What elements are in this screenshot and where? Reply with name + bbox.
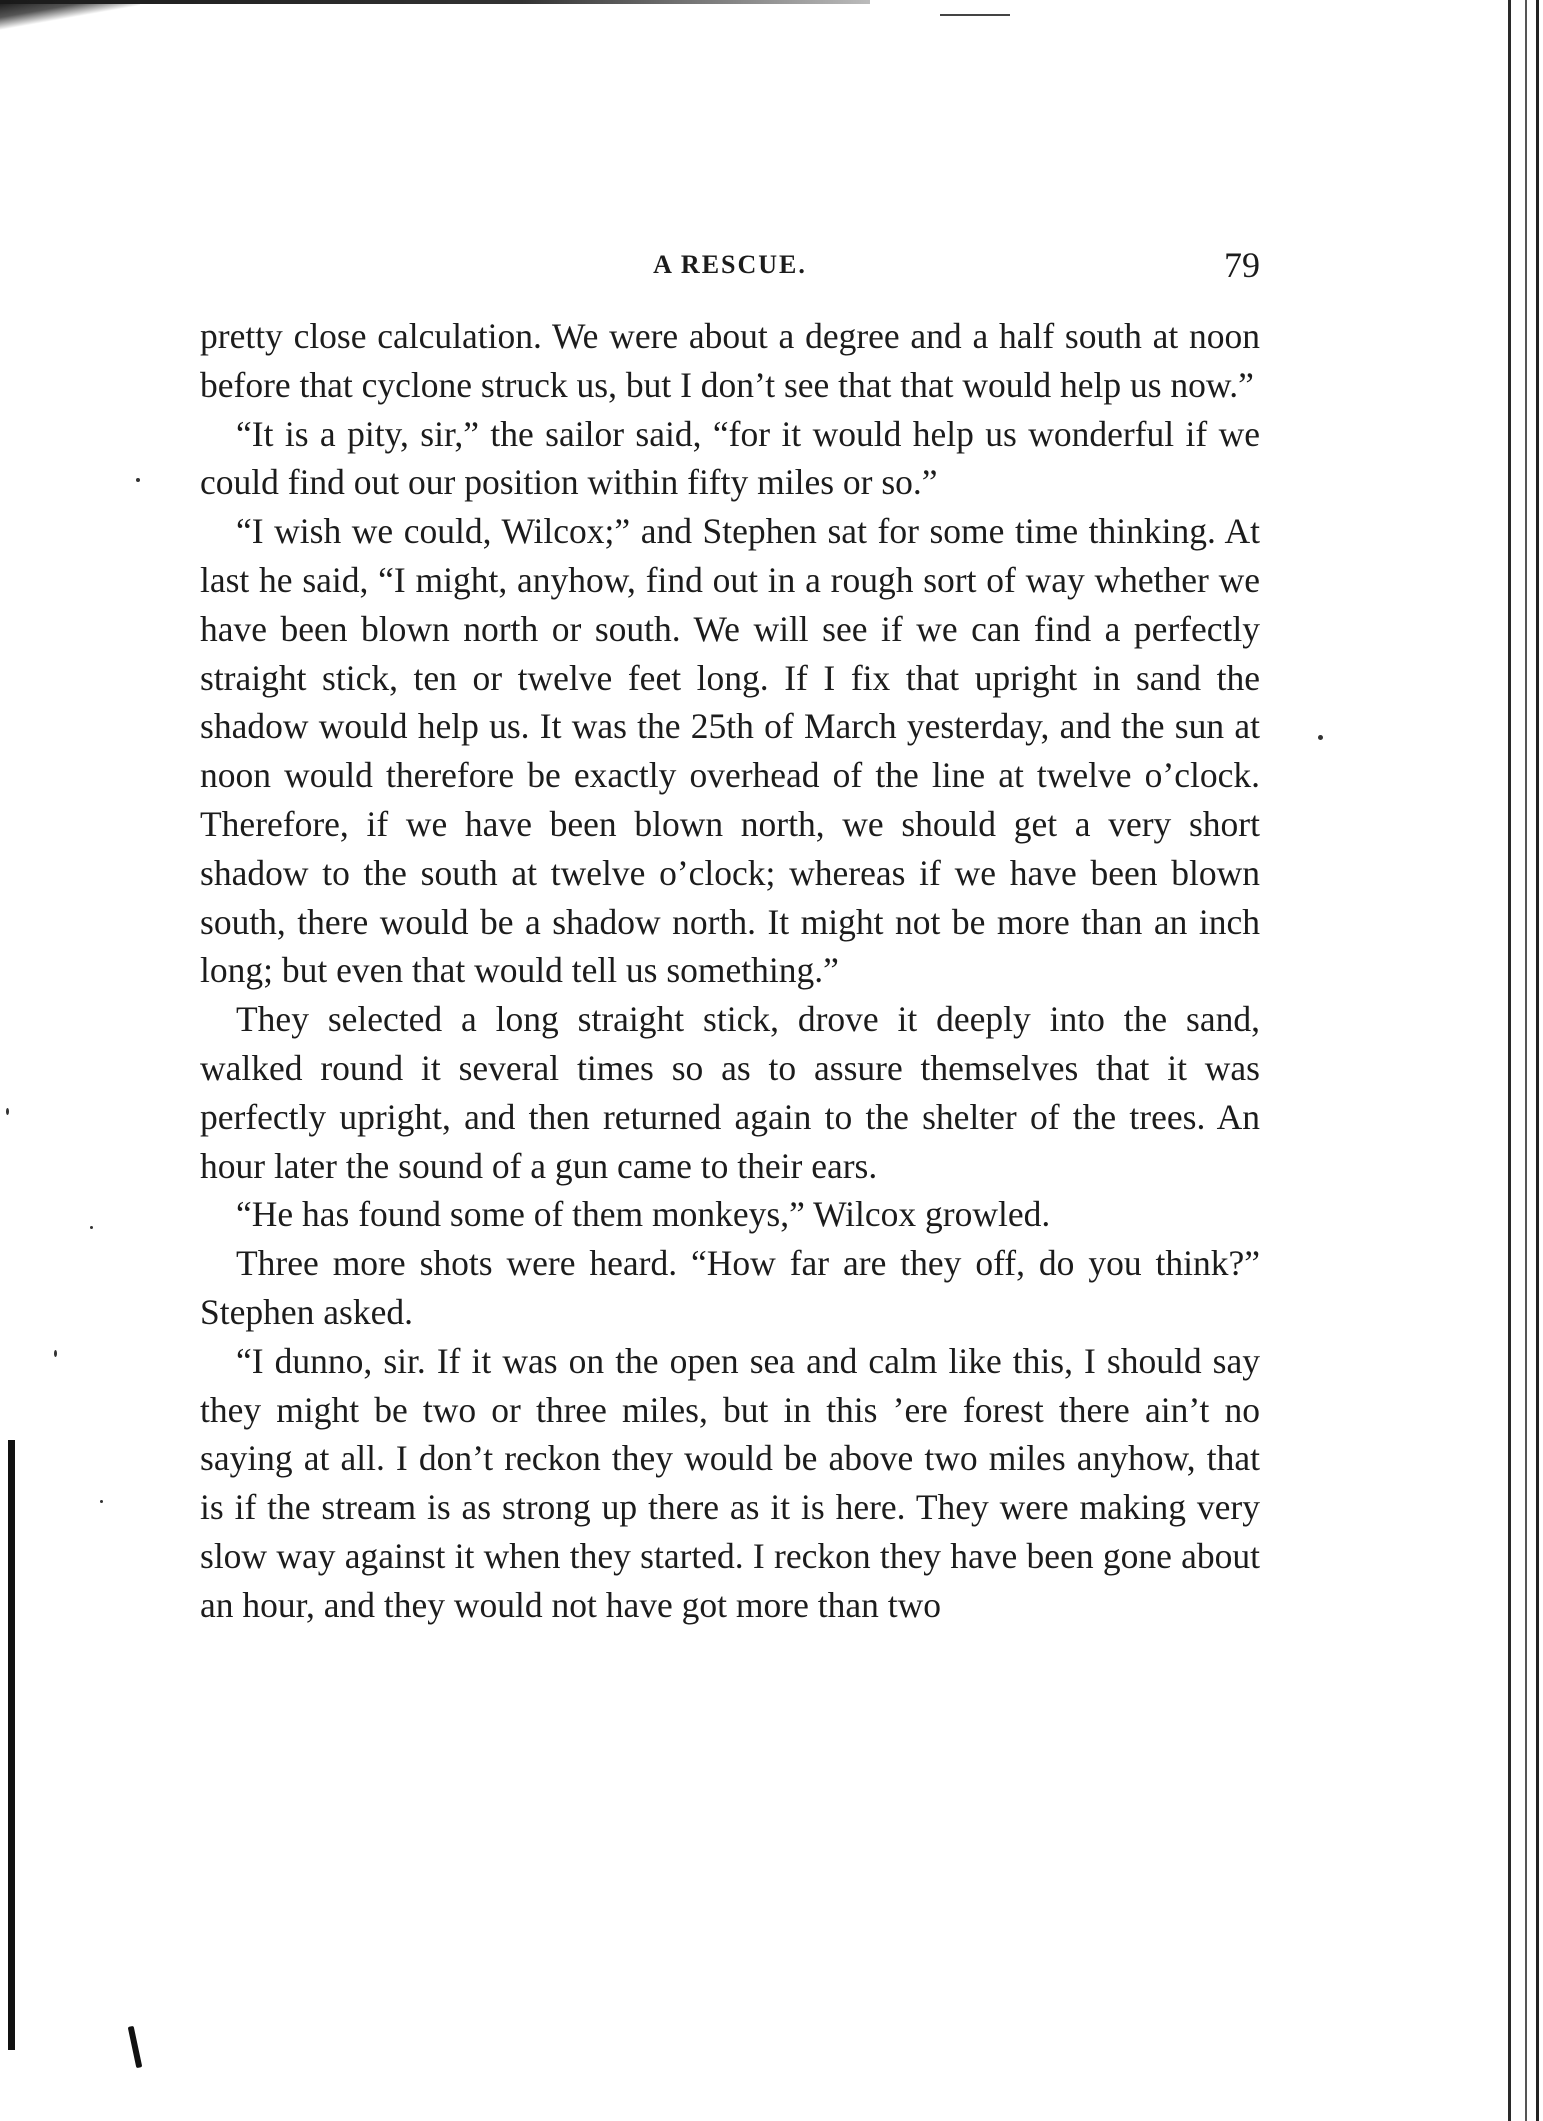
scan-speck [1318,735,1323,740]
body-text [200,312,1260,1630]
scan-speck [54,1350,57,1357]
paragraph: “He has found some of them monkeys,” Wilcox growled. [236,1194,1051,1235]
scan-speck [136,478,140,482]
paragraph: They selected a long straight stick, drove it deeply into the sand, walked round it several times so as to assure themselves that it was perfectly upright, and then returned again to the shelter of the trees. An hour later the sound of a gun came to their ears. [200,999,1260,1186]
paragraph: “It is a pity, sir,” the sailor said, “for it would help us wonderful if we could find out our position within fifty miles or so.” [200,413,1260,503]
scan-shadow-corner [0,4,140,54]
paragraph: pretty close calculation. We were about a degree and a half south at noon before that cyclone struck us, but I don’t see that that would help us now.” [200,316,1260,405]
page-edge-right-inner [1525,0,1527,2121]
running-head [200,244,1260,284]
scan-speck [6,1108,9,1115]
scan-speck [100,1500,103,1503]
scan-speck [90,1226,93,1229]
paragraph: “I dunno, sir. If it was on the open sea and calm like this, I should say they might be two or three miles, but in this ’ere forest there ain’t no saying at all. I don’t reckon they would be above two miles anyhow, that is if the stream is as strong up there as it is here. They were making very slow way against it when they started. I reckon they have been gone about an hour, and they would not have got more than two [200,1340,1260,1625]
binding-mark [128,2026,143,2068]
page-number: 79 [1224,245,1260,285]
page-edge-right-outer [1536,0,1539,2121]
paragraph: Three more shots were heard. “How far are they off, do you think?” Stephen asked. [200,1243,1260,1332]
scan-edge-mark [940,14,1010,16]
binding-shadow-left [8,1440,15,2050]
page-edge-right [1508,0,1511,2121]
paragraph: “I wish we could, Wilcox;” and Stephen sat for some time thinking. At last he said, “I might, anyhow, find out in a rough sort of way whether we have been blown north or south. We will see if we can find a perfectly straight stick, ten or twelve feet long. If I fix that upright in sand the shadow would help us. It was the 25th of March yesterday, and the sun at noon would therefore be exactly overhead of the line at twelve o’clock. Therefore, if we have been blown north, we should get a very short shadow to the south at twelve o’clock; whereas if we have been blown south, there would be a shadow north. It might not be more than an inch long; but even that would tell us something.” [200,511,1260,991]
running-title: A RESCUE. [653,250,807,279]
